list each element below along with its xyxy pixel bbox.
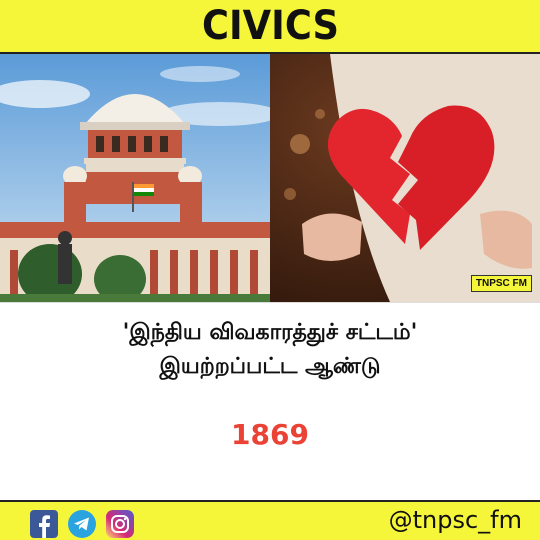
- facebook-icon[interactable]: [30, 510, 58, 538]
- photo-strip: [0, 54, 540, 303]
- page-title: CIVICS: [201, 3, 339, 49]
- question-line-2: இயற்றப்பட்ட ஆண்டு: [159, 354, 381, 379]
- question-text: [0, 316, 540, 384]
- watermark-badge: TNPSC FM: [471, 275, 532, 292]
- question-line-1: 'இந்திய விவகாரத்துச் சட்டம்': [122, 320, 418, 345]
- telegram-icon[interactable]: [68, 510, 96, 538]
- social-links: [30, 510, 134, 538]
- footer-banner: [0, 500, 540, 540]
- answer-year: 1869: [231, 418, 309, 451]
- supreme-court-photo: [0, 54, 270, 302]
- header-banner: [0, 0, 540, 54]
- instagram-icon[interactable]: [106, 510, 134, 538]
- broken-heart-photo: [270, 54, 540, 302]
- social-handle[interactable]: @tnpsc_fm: [388, 506, 522, 534]
